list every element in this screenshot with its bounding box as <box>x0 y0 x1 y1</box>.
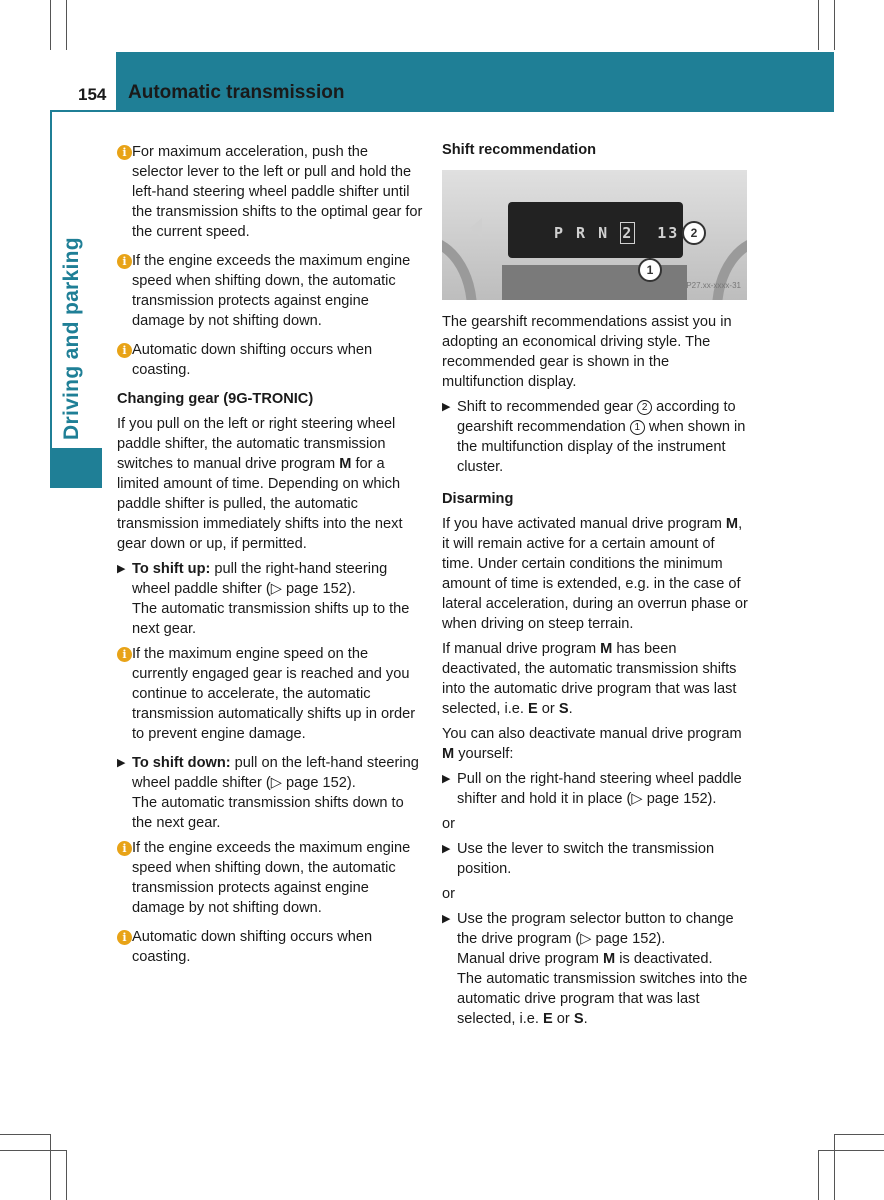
paragraph: If you pull on the left or right steering wheel paddle shifter, the automatic transmission switches to manual drive program M for a limited amount of time. Depending on which paddle shifter is pulled, the automatic transmission immediately shifts into the next gear down or up, if permitted. <box>117 416 403 552</box>
left-column <box>117 142 423 976</box>
or-separator: or <box>442 816 455 832</box>
crop-mark <box>818 1150 884 1151</box>
instruction-step: ▶ To shift up: pull the right-hand steering wheel paddle shifter (▷ page 152). The automatic transmission shifts up to the next gear. <box>117 561 410 637</box>
crop-mark <box>834 1134 884 1135</box>
callout-2: 2 <box>682 221 706 245</box>
info-text: Automatic down shifting occurs when coasting. <box>132 342 373 378</box>
crop-mark <box>834 1134 835 1200</box>
instruction-step: ▶ Shift to recommended gear 2 according to gearshift recommendation 1 when shown in the multifunction display of the instrument cluster. <box>442 399 746 475</box>
info-icon: i <box>117 145 132 160</box>
paragraph: You can also deactivate manual drive program M yourself: <box>442 726 742 762</box>
side-tab-label: Driving and parking <box>60 237 83 440</box>
triangle-bullet-icon: ▶ <box>442 773 451 785</box>
crop-mark <box>818 0 819 50</box>
info-icon: i <box>117 254 132 269</box>
crop-mark <box>818 1150 819 1200</box>
step-result: Manual drive program M is deactivated. <box>457 951 713 967</box>
info-text: Automatic down shifting occurs when coasting. <box>132 929 373 965</box>
crop-mark <box>50 1134 51 1200</box>
section-heading: Changing gear (9G-TRONIC) <box>117 391 314 407</box>
info-icon: i <box>117 647 132 662</box>
info-text: If the engine exceeds the maximum engine speed when shifting down, the automatic transmission protects against engine damage by not shifting down. <box>132 840 411 916</box>
callout-ref: 1 <box>630 420 645 435</box>
crop-mark <box>66 1150 67 1200</box>
gear-display-figure <box>442 170 747 300</box>
callout-1: 1 <box>638 258 662 282</box>
triangle-bullet-icon: ▶ <box>442 913 451 925</box>
info-icon: i <box>117 841 132 856</box>
info-note <box>117 340 423 380</box>
triangle-bullet-icon: ▶ <box>117 563 126 575</box>
info-note <box>117 838 423 918</box>
callout-ref: 2 <box>637 400 652 415</box>
gear-indicator: P R N 2 13 <box>554 224 680 242</box>
paragraph: If you have activated manual drive program M, it will remain active for a certain amount of time. Under certain conditions the minimum amount of time is extended, e.g. in the case of lateral acceleration, during an overrun phase or when driving on steep terrain. <box>442 516 748 632</box>
right-column <box>442 140 748 1034</box>
step-result: The automatic transmission shifts down to the next gear. <box>132 795 404 831</box>
crop-mark <box>834 0 835 50</box>
info-text: If the maximum engine speed on the currently engaged gear is reached and you continue to accelerate, the automatic transmission automatically shifts up in order to prevent engine damage. <box>132 646 416 742</box>
section-heading: Disarming <box>442 491 514 507</box>
triangle-bullet-icon: ▶ <box>442 401 451 413</box>
paragraph: The gearshift recommendations assist you in adopting an economical driving style. The recommended gear is shown in the multifunction display. <box>442 314 732 390</box>
info-icon: i <box>117 930 132 945</box>
image-id: P27.xx-xxxx-31 <box>686 281 741 290</box>
side-tab-rule <box>50 112 52 487</box>
section-heading: Shift recommendation <box>442 142 597 158</box>
info-icon: i <box>117 343 132 358</box>
instruction-step: ▶ To shift down: pull on the left-hand steering wheel paddle shifter (▷ page 152). The automatic transmission shifts down to the next gear. <box>117 755 419 831</box>
info-note <box>117 142 423 242</box>
instruction-step: ▶ Use the lever to switch the transmission position. <box>442 841 715 877</box>
step-result: The automatic transmission switches into the automatic drive program that was last selected, i.e. E or S. <box>457 971 748 1027</box>
info-text: If the engine exceeds the maximum engine speed when shifting down, the automatic transmission protects against engine damage by not shifting down. <box>132 253 411 329</box>
step-result: The automatic transmission shifts up to the next gear. <box>132 601 410 637</box>
paragraph: If manual drive program M has been deactivated, the automatic transmission shifts into the automatic drive program that was last selected, i.e. E or S. <box>442 641 737 717</box>
instruction-step: ▶ Pull on the right-hand steering wheel paddle shifter and hold it in place (▷ page 152). <box>442 771 742 807</box>
triangle-bullet-icon: ▶ <box>117 757 126 769</box>
info-note <box>117 644 423 744</box>
info-text: For maximum acceleration, push the selector lever to the left or pull and hold the left-hand steering wheel paddle shifter until the transmission shifts to the optimal gear for the current speed. <box>132 144 423 240</box>
crop-mark <box>0 1134 50 1135</box>
info-note <box>117 927 423 967</box>
side-tab-marker <box>50 448 102 488</box>
triangle-bullet-icon: ▶ <box>442 843 451 855</box>
crop-mark <box>66 0 67 50</box>
page-title: Automatic transmission <box>128 82 345 103</box>
or-separator: or <box>442 886 455 902</box>
info-note <box>117 251 423 331</box>
instruction-step: ▶ Use the program selector button to change the drive program (▷ page 152). Manual drive program M is deactivated. The automatic transmission switches into the automatic drive program that was last selected, i.e. E or S. <box>442 911 748 1027</box>
page-number: 154 <box>78 85 107 104</box>
crop-mark <box>0 1150 66 1151</box>
header-rule <box>50 110 834 112</box>
crop-mark <box>50 0 51 50</box>
